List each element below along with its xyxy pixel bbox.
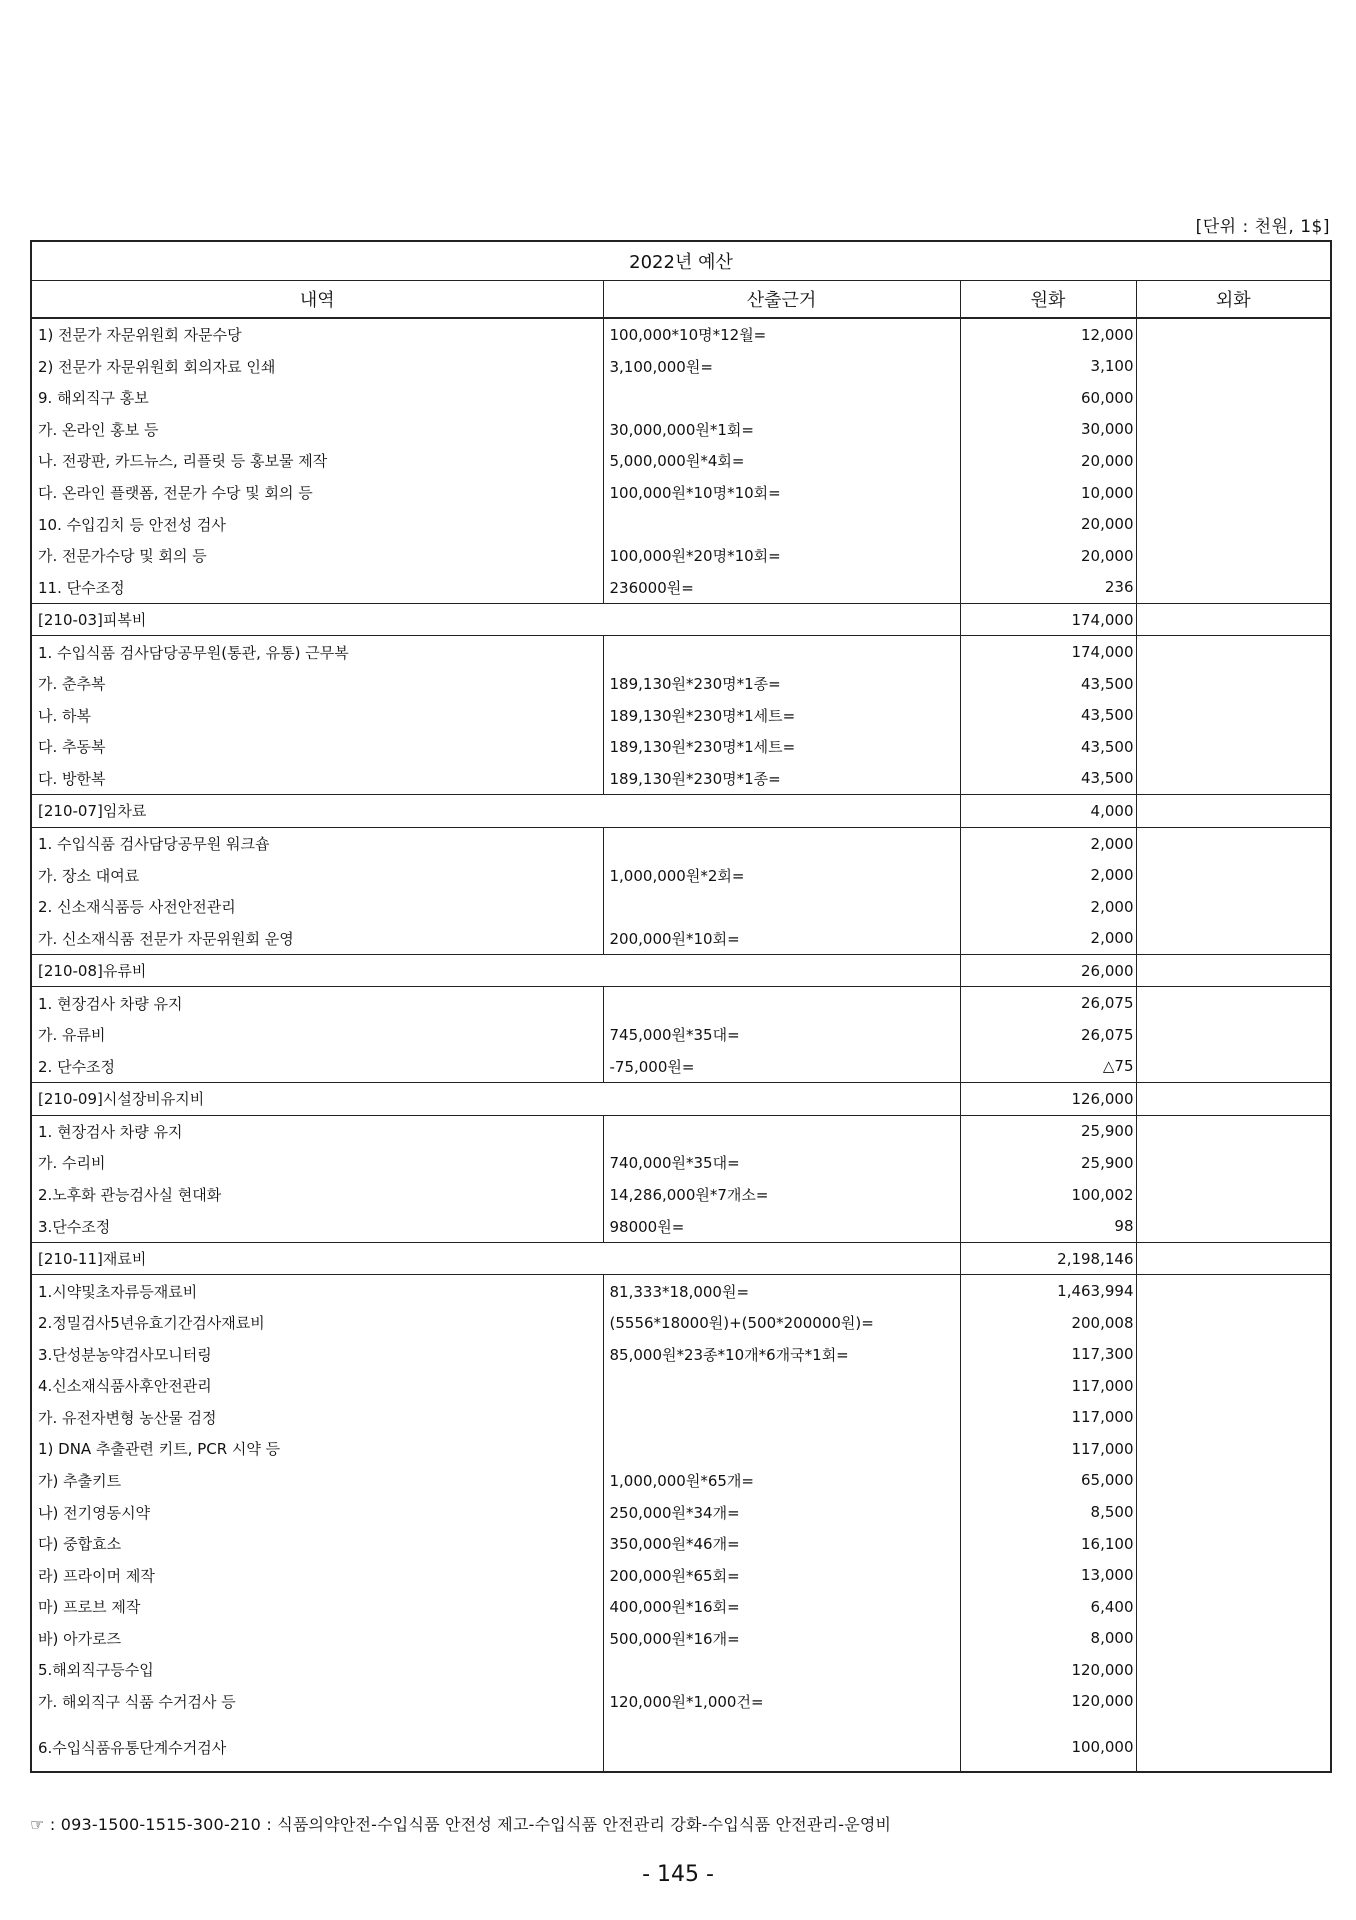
item-basis: -75,000원=	[603, 1051, 960, 1083]
amount-foreign	[1136, 1115, 1331, 1147]
amount-krw: 43,500	[960, 700, 1136, 732]
table-row	[31, 891, 1331, 923]
item-description: 바) 아가로즈	[31, 1622, 603, 1654]
item-basis	[603, 508, 960, 540]
item-description: 나. 전광판, 카드뉴스, 리플릿 등 홍보물 제작	[31, 445, 603, 477]
amount-krw: 1,463,994	[960, 1275, 1136, 1307]
item-description: 나) 전기영동시약	[31, 1496, 603, 1528]
item-description: 가. 온라인 홍보 등	[31, 414, 603, 446]
table-body	[31, 318, 1331, 1772]
unit-note: [단위 : 천원, 1$]	[1195, 217, 1330, 237]
amount-foreign	[1136, 1622, 1331, 1654]
amount-krw: 8,500	[960, 1496, 1136, 1528]
table-row	[31, 1115, 1331, 1147]
amount-foreign	[1136, 1559, 1331, 1591]
item-basis: 81,333*18,000원=	[603, 1275, 960, 1307]
amount-foreign	[1136, 1051, 1331, 1083]
amount-foreign	[1136, 1339, 1331, 1371]
table-row	[31, 1433, 1331, 1465]
amount-foreign	[1136, 414, 1331, 446]
amount-foreign	[1136, 318, 1331, 351]
table-row	[31, 763, 1331, 795]
item-basis: 100,000*10명*12월=	[603, 318, 960, 351]
table-row	[31, 382, 1331, 414]
item-description: 1. 수입식품 검사담당공무원(통관, 유통) 근무복	[31, 636, 603, 668]
table-row	[31, 1307, 1331, 1339]
item-description: 다) 중합효소	[31, 1528, 603, 1560]
item-description: 2) 전문가 자문위원회 회의자료 인쇄	[31, 351, 603, 383]
amount-krw: 20,000	[960, 445, 1136, 477]
item-basis: 1,000,000원*65개=	[603, 1465, 960, 1497]
amount-foreign	[1136, 1402, 1331, 1434]
amount-krw: 120,000	[960, 1686, 1136, 1718]
amount-foreign	[1136, 668, 1331, 700]
table-row	[31, 445, 1331, 477]
item-description: 라) 프라이머 제작	[31, 1559, 603, 1591]
item-description: 2. 신소재식품등 사전안전관리	[31, 891, 603, 923]
item-description: 마) 프로브 제작	[31, 1591, 603, 1623]
amount-foreign	[1136, 1433, 1331, 1465]
item-basis: 400,000원*16회=	[603, 1591, 960, 1623]
amount-krw: 2,000	[960, 859, 1136, 891]
amount-krw: 3,100	[960, 351, 1136, 383]
amount-krw: 26,075	[960, 1019, 1136, 1051]
amount-foreign	[1136, 351, 1331, 383]
table-row	[31, 414, 1331, 446]
amount-krw: 200,008	[960, 1307, 1136, 1339]
item-basis: 236000원=	[603, 571, 960, 603]
table-row	[31, 1591, 1331, 1623]
amount-krw: 26,075	[960, 987, 1136, 1019]
budget-table	[30, 240, 1332, 1773]
item-basis	[603, 636, 960, 668]
amount-foreign	[1136, 382, 1331, 414]
item-description: 다. 추동복	[31, 731, 603, 763]
item-description: 6.수입식품유통단계수거검사	[31, 1717, 603, 1772]
section-label: [210-09]시설장비유지비	[31, 1083, 960, 1116]
amount-krw: 8,000	[960, 1622, 1136, 1654]
item-description: 2.노후화 관능검사실 현대화	[31, 1179, 603, 1211]
amount-foreign	[1136, 1210, 1331, 1242]
table-row	[31, 731, 1331, 763]
amount-foreign	[1136, 571, 1331, 603]
table-row	[31, 540, 1331, 572]
table-row	[31, 1275, 1331, 1307]
table-row	[31, 1402, 1331, 1434]
item-basis	[603, 1433, 960, 1465]
header-krw: 원화	[960, 281, 1136, 319]
table-row	[31, 1496, 1331, 1528]
table-row	[31, 1019, 1331, 1051]
amount-foreign	[1136, 603, 1331, 636]
amount-foreign	[1136, 1019, 1331, 1051]
amount-foreign	[1136, 445, 1331, 477]
section-label: [210-07]임차료	[31, 795, 960, 828]
item-basis	[603, 1402, 960, 1434]
item-description: 1. 수입식품 검사담당공무원 워크숍	[31, 827, 603, 859]
item-basis: 120,000원*1,000건=	[603, 1686, 960, 1718]
table-row	[31, 1147, 1331, 1179]
amount-krw: 2,198,146	[960, 1242, 1136, 1275]
item-basis: (5556*18000원)+(500*200000원)=	[603, 1307, 960, 1339]
item-description: 1) 전문가 자문위원회 자문수당	[31, 318, 603, 351]
amount-foreign	[1136, 1528, 1331, 1560]
amount-krw: 2,000	[960, 827, 1136, 859]
item-description: 가. 장소 대여료	[31, 859, 603, 891]
table-row	[31, 1717, 1331, 1772]
item-description: 가. 신소재식품 전문가 자문위원회 운영	[31, 922, 603, 954]
amount-krw: 4,000	[960, 795, 1136, 828]
amount-krw: 2,000	[960, 891, 1136, 923]
item-description: 2. 단수조정	[31, 1051, 603, 1083]
section-row	[31, 1242, 1331, 1275]
amount-foreign	[1136, 1591, 1331, 1623]
table-row	[31, 1051, 1331, 1083]
amount-krw: 100,000	[960, 1717, 1136, 1772]
amount-foreign	[1136, 1242, 1331, 1275]
item-description: 3.단수조정	[31, 1210, 603, 1242]
amount-krw: 25,900	[960, 1115, 1136, 1147]
item-basis: 189,130원*230명*1세트=	[603, 700, 960, 732]
item-description: 1. 현장검사 차량 유지	[31, 1115, 603, 1147]
table-row	[31, 1559, 1331, 1591]
amount-krw: 117,000	[960, 1402, 1136, 1434]
section-label: [210-11]재료비	[31, 1242, 960, 1275]
item-basis: 14,286,000원*7개소=	[603, 1179, 960, 1211]
item-basis: 3,100,000원=	[603, 351, 960, 383]
table-row	[31, 636, 1331, 668]
item-description: 가. 춘추복	[31, 668, 603, 700]
item-basis: 500,000원*16개=	[603, 1622, 960, 1654]
amount-foreign	[1136, 1179, 1331, 1211]
amount-foreign	[1136, 1307, 1331, 1339]
amount-foreign	[1136, 540, 1331, 572]
item-basis: 100,000원*10명*10회=	[603, 477, 960, 509]
footnote: ☞ : 093-1500-1515-300-210 : 식품의약안전-수입식품 안전성 제고-수입식품 안전관리 강화-수입식품 안전관리-운영비	[30, 1815, 892, 1834]
amount-krw: 16,100	[960, 1528, 1136, 1560]
header-basis: 산출근거	[603, 281, 960, 319]
table-row	[31, 1465, 1331, 1497]
item-basis: 5,000,000원*4회=	[603, 445, 960, 477]
amount-foreign	[1136, 1465, 1331, 1497]
amount-krw: 30,000	[960, 414, 1136, 446]
item-basis	[603, 827, 960, 859]
amount-foreign	[1136, 1147, 1331, 1179]
amount-foreign	[1136, 954, 1331, 987]
item-description: 가. 유전자변형 농산물 검정	[31, 1402, 603, 1434]
amount-foreign	[1136, 1275, 1331, 1307]
item-basis: 30,000,000원*1회=	[603, 414, 960, 446]
amount-krw: 120,000	[960, 1654, 1136, 1686]
amount-foreign	[1136, 859, 1331, 891]
table-row	[31, 1622, 1331, 1654]
amount-krw: 20,000	[960, 508, 1136, 540]
item-description: 가. 전문가수당 및 회의 등	[31, 540, 603, 572]
item-description: 1.시약및초자류등재료비	[31, 1275, 603, 1307]
item-description: 5.해외직구등수입	[31, 1654, 603, 1686]
item-basis	[603, 1717, 960, 1772]
section-label: [210-03]피복비	[31, 603, 960, 636]
item-description: 3.단성분농약검사모니터링	[31, 1339, 603, 1371]
amount-foreign	[1136, 795, 1331, 828]
item-basis: 745,000원*35대=	[603, 1019, 960, 1051]
amount-krw: 126,000	[960, 1083, 1136, 1116]
amount-foreign	[1136, 700, 1331, 732]
section-row	[31, 1083, 1331, 1116]
item-basis	[603, 1370, 960, 1402]
amount-krw: 13,000	[960, 1559, 1136, 1591]
header-description: 내역	[31, 281, 603, 319]
section-row	[31, 795, 1331, 828]
table-row	[31, 318, 1331, 351]
table-row	[31, 1654, 1331, 1686]
table-row	[31, 668, 1331, 700]
amount-foreign	[1136, 922, 1331, 954]
item-basis: 189,130원*230명*1종=	[603, 668, 960, 700]
amount-krw: 26,000	[960, 954, 1136, 987]
table-row	[31, 1686, 1331, 1718]
amount-foreign	[1136, 827, 1331, 859]
table-row	[31, 1179, 1331, 1211]
item-basis	[603, 382, 960, 414]
amount-foreign	[1136, 1717, 1331, 1772]
amount-krw: 236	[960, 571, 1136, 603]
item-basis: 740,000원*35대=	[603, 1147, 960, 1179]
item-basis: 1,000,000원*2회=	[603, 859, 960, 891]
amount-foreign	[1136, 891, 1331, 923]
amount-krw: 117,000	[960, 1370, 1136, 1402]
item-description: 가. 유류비	[31, 1019, 603, 1051]
table-row	[31, 827, 1331, 859]
amount-krw: 25,900	[960, 1147, 1136, 1179]
amount-krw: 43,500	[960, 731, 1136, 763]
item-description: 나. 하복	[31, 700, 603, 732]
section-label: [210-08]유류비	[31, 954, 960, 987]
amount-krw: 174,000	[960, 636, 1136, 668]
amount-krw: 117,000	[960, 1433, 1136, 1465]
table-row	[31, 351, 1331, 383]
amount-krw: 98	[960, 1210, 1136, 1242]
amount-krw: △75	[960, 1051, 1136, 1083]
section-row	[31, 603, 1331, 636]
amount-foreign	[1136, 1686, 1331, 1718]
item-basis: 189,130원*230명*1종=	[603, 763, 960, 795]
amount-foreign	[1136, 1370, 1331, 1402]
amount-krw: 65,000	[960, 1465, 1136, 1497]
item-basis: 350,000원*46개=	[603, 1528, 960, 1560]
item-basis: 100,000원*20명*10회=	[603, 540, 960, 572]
item-description: 4.신소재식품사후안전관리	[31, 1370, 603, 1402]
amount-krw: 100,002	[960, 1179, 1136, 1211]
amount-krw: 60,000	[960, 382, 1136, 414]
item-description: 10. 수입김치 등 안전성 검사	[31, 508, 603, 540]
item-description: 1) DNA 추출관련 키트, PCR 시약 등	[31, 1433, 603, 1465]
amount-foreign	[1136, 763, 1331, 795]
item-basis: 98000원=	[603, 1210, 960, 1242]
table-row	[31, 571, 1331, 603]
amount-foreign	[1136, 1496, 1331, 1528]
table-row	[31, 1210, 1331, 1242]
item-description: 가. 해외직구 식품 수거검사 등	[31, 1686, 603, 1718]
amount-foreign	[1136, 987, 1331, 1019]
amount-krw: 43,500	[960, 668, 1136, 700]
amount-foreign	[1136, 508, 1331, 540]
page-number: - 145 -	[642, 1862, 714, 1887]
table-row	[31, 1370, 1331, 1402]
amount-krw: 6,400	[960, 1591, 1136, 1623]
item-description: 가) 추출키트	[31, 1465, 603, 1497]
item-description: 11. 단수조정	[31, 571, 603, 603]
section-row	[31, 954, 1331, 987]
table-row	[31, 922, 1331, 954]
amount-foreign	[1136, 1083, 1331, 1116]
amount-krw: 2,000	[960, 922, 1136, 954]
item-basis	[603, 987, 960, 1019]
amount-foreign	[1136, 1654, 1331, 1686]
amount-krw: 10,000	[960, 477, 1136, 509]
item-description: 9. 해외직구 홍보	[31, 382, 603, 414]
table-row	[31, 859, 1331, 891]
item-basis: 200,000원*10회=	[603, 922, 960, 954]
item-description: 다. 온라인 플랫폼, 전문가 수당 및 회의 등	[31, 477, 603, 509]
amount-foreign	[1136, 477, 1331, 509]
item-basis	[603, 891, 960, 923]
table-row	[31, 1528, 1331, 1560]
table-row	[31, 477, 1331, 509]
amount-krw: 12,000	[960, 318, 1136, 351]
amount-foreign	[1136, 636, 1331, 668]
header-foreign: 외화	[1136, 281, 1331, 319]
item-description: 2.정밀검사5년유효기간검사재료비	[31, 1307, 603, 1339]
amount-krw: 43,500	[960, 763, 1136, 795]
item-basis	[603, 1654, 960, 1686]
item-basis: 250,000원*34개=	[603, 1496, 960, 1528]
amount-krw: 174,000	[960, 603, 1136, 636]
item-description: 다. 방한복	[31, 763, 603, 795]
amount-krw: 20,000	[960, 540, 1136, 572]
item-basis: 189,130원*230명*1세트=	[603, 731, 960, 763]
table-row	[31, 1339, 1331, 1371]
amount-krw: 117,300	[960, 1339, 1136, 1371]
item-basis	[603, 1115, 960, 1147]
item-basis: 85,000원*23종*10개*6개국*1회=	[603, 1339, 960, 1371]
table-row	[31, 508, 1331, 540]
item-description: 1. 현장검사 차량 유지	[31, 987, 603, 1019]
amount-foreign	[1136, 731, 1331, 763]
table-row	[31, 987, 1331, 1019]
item-description: 가. 수리비	[31, 1147, 603, 1179]
item-basis: 200,000원*65회=	[603, 1559, 960, 1591]
table-title: 2022년 예산	[31, 241, 1331, 281]
table-row	[31, 700, 1331, 732]
